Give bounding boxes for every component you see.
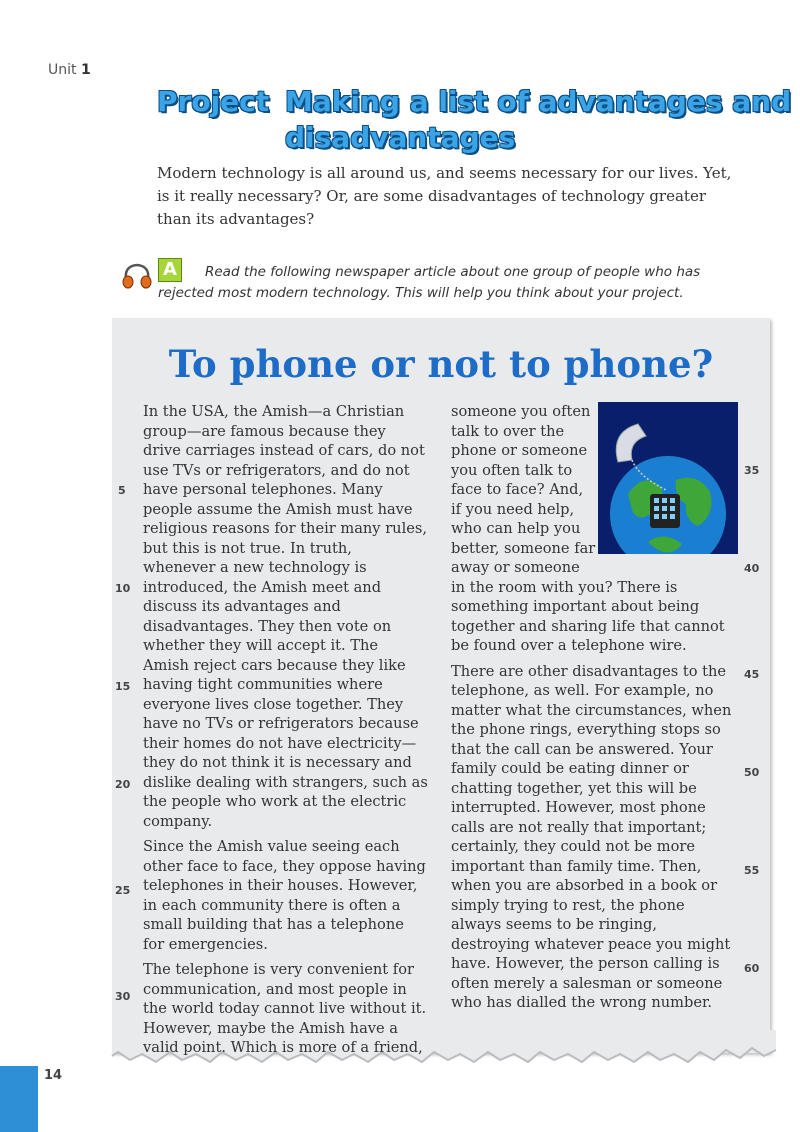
article-column-left (143, 402, 428, 1064)
page-title (157, 84, 791, 156)
line-number: 40 (744, 562, 760, 575)
article-paragraph: someone you often talk to over the phone or someone you often talk to face to face? And, if you need help, who can help you better, someone far away or someone in the room with you? There is something important about being together and sharing life that cannot be found over a telephone wire. (451, 403, 725, 654)
article-headline: To phone or not to phone? (168, 342, 714, 386)
line-number: 55 (744, 864, 760, 877)
line-number: 10 (115, 582, 131, 595)
title-project: Project (157, 85, 270, 118)
intro-paragraph: Modern technology is all around us, and seems necessary for our lives. Yet, is it really necessary? Or, are some disadvantages of technology greater than its advantages? (157, 164, 732, 228)
article-paragraph: In the USA, the Amish—a Christian group—are famous because they drive carriages instead of cars, do not use TVs or refrigerators, and do not have personal telephones. Many people assume the Amish must have religious reasons for their many rules, but this is not true. In truth, whenever a new technology is introduced, the Amish meet and discuss its advantages and disadvantages. They then vote on whether they will accept it. The Amish reject cars because they like having tight communities where everyone lives close together. They have no TVs or refrigerators because their homes do not have electricity—they do not think it is necessary and dislike dealing with strangers, such as the people who work at the electric company. (143, 403, 428, 830)
article-paragraph: Since the Amish value seeing each other face to face, they oppose having telephones in their houses. However, in each community there is often a small building that has a telephone for emergencies. (143, 838, 426, 953)
unit-word: Unit (48, 62, 77, 78)
line-number: 25 (115, 884, 131, 897)
line-number: 15 (115, 680, 131, 693)
unit-label (48, 62, 91, 78)
line-number: 60 (744, 962, 760, 975)
line-number: 30 (115, 990, 131, 1003)
globe-phone-image (598, 402, 738, 554)
line-number: 45 (744, 668, 760, 681)
headphones-icon (120, 260, 154, 290)
unit-number: 1 (80, 62, 91, 78)
title-line1: Making a list of advantages and (285, 85, 792, 118)
page-edge-bar (0, 1066, 38, 1132)
line-number: 5 (118, 484, 126, 497)
line-number: 20 (115, 778, 131, 791)
article-paragraph: There are other disadvantages to the telephone, as well. For example, no matter what the circumstances, when the phone rings, everything stops so that the call can be answered. Your family could be eating dinner or chatting together, yet this will be interrupted. However, most phone calls are not really that important; certainly, they could not be more important than family time. Then, when you are absorbed in a book or simply trying to rest, the phone always seems to be ringing, destroying whatever peace you might have. However, the person calling is often merely a salesman or someone who has dialled the wrong number. (451, 662, 732, 1011)
page-number: 14 (44, 1068, 63, 1083)
article-paragraph: The telephone is very convenient for communication, and most people in the world today cannot live without it. However, maybe the Amish have a valid point. Which is more of a friend, (143, 961, 427, 1056)
task-text: Read the following newspaper article about one group of people who has rejected most modern technology. This will help you think about your project. (158, 264, 701, 301)
line-number: 50 (744, 766, 760, 779)
line-number: 35 (744, 464, 760, 477)
title-line2: disadvantages (285, 121, 516, 154)
task-letter-badge: A (158, 258, 182, 282)
